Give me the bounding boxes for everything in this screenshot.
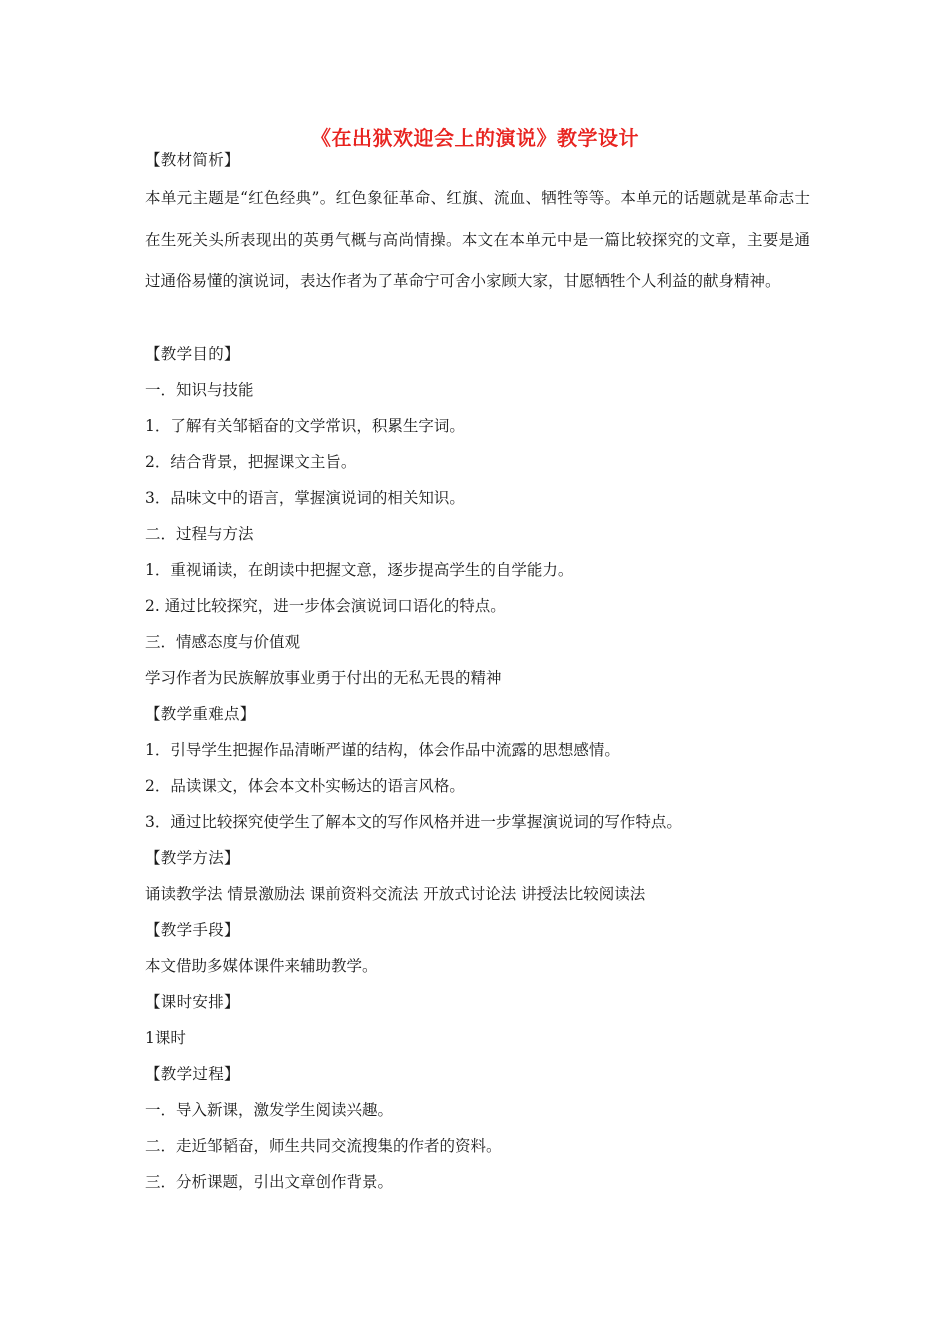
- key-point-item: 1．引导学生把握作品清晰严谨的结构，体会作品中流露的思想感情。: [145, 741, 620, 759]
- methods-text: 诵读教学法 情景激励法 课前资料交流法 开放式讨论法 讲授法比较阅读法: [145, 885, 646, 903]
- schedule-text: 1课时: [145, 1029, 186, 1047]
- goal-item: 学习作者为民族解放事业勇于付出的无私无畏的精神: [145, 669, 502, 687]
- material-paragraph: 本单元主题是“红色经典”。红色象征革命、红旗、流血、牺牲等等。本单元的话题就是革命志士在生死关头所表现出的英勇气概与高尚情操。本文在本单元中是一篇比较探究的文章，主要是通过通俗易懂的演说词，表达作者为了革命宁可舍小家顾大家，甘愿牺牲个人利益的献身精神。: [145, 189, 810, 290]
- goal-item: 二．过程与方法: [145, 525, 254, 543]
- section-heading-means: 【教学手段】: [145, 921, 240, 939]
- goal-item: 1．了解有关邹韬奋的文学常识，积累生字词。: [145, 417, 465, 435]
- document-body: [145, 150, 810, 1208]
- key-point-item: 2．品读课文，体会本文朴实畅达的语言风格。: [145, 777, 465, 795]
- process-item: 二．走近邹韬奋，师生共同交流搜集的作者的资料。: [145, 1137, 502, 1155]
- goal-item: 三．情感态度与价值观: [145, 633, 301, 651]
- goal-item: 1．重视诵读，在朗读中把握文意，逐步提高学生的自学能力。: [145, 561, 574, 579]
- section-heading-process: 【教学过程】: [145, 1065, 240, 1083]
- document-title: 《在出狱欢迎会上的演说》教学设计: [311, 126, 639, 150]
- section-heading-goals: 【教学目的】: [145, 345, 240, 363]
- section-heading-key-points: 【教学重难点】: [145, 705, 256, 723]
- means-text: 本文借助多媒体课件来辅助教学。: [145, 957, 378, 975]
- goal-item: 2．结合背景，把握课文主旨。: [145, 453, 357, 471]
- goal-item: 一．知识与技能: [145, 381, 254, 399]
- section-heading-material: 【教材简析】: [145, 151, 240, 169]
- process-item: 三．分析课题，引出文章创作背景。: [145, 1173, 394, 1191]
- section-heading-methods: 【教学方法】: [145, 849, 240, 867]
- goal-item: 3．品味文中的语言，掌握演说词的相关知识。: [145, 489, 465, 507]
- goal-item: 2. 通过比较探究，进一步体会演说词口语化的特点。: [145, 597, 506, 615]
- process-item: 一．导入新课，激发学生阅读兴趣。: [145, 1101, 394, 1119]
- section-heading-schedule: 【课时安排】: [145, 993, 240, 1011]
- key-point-item: 3．通过比较探究使学生了解本文的写作风格并进一步掌握演说词的写作特点。: [145, 813, 682, 831]
